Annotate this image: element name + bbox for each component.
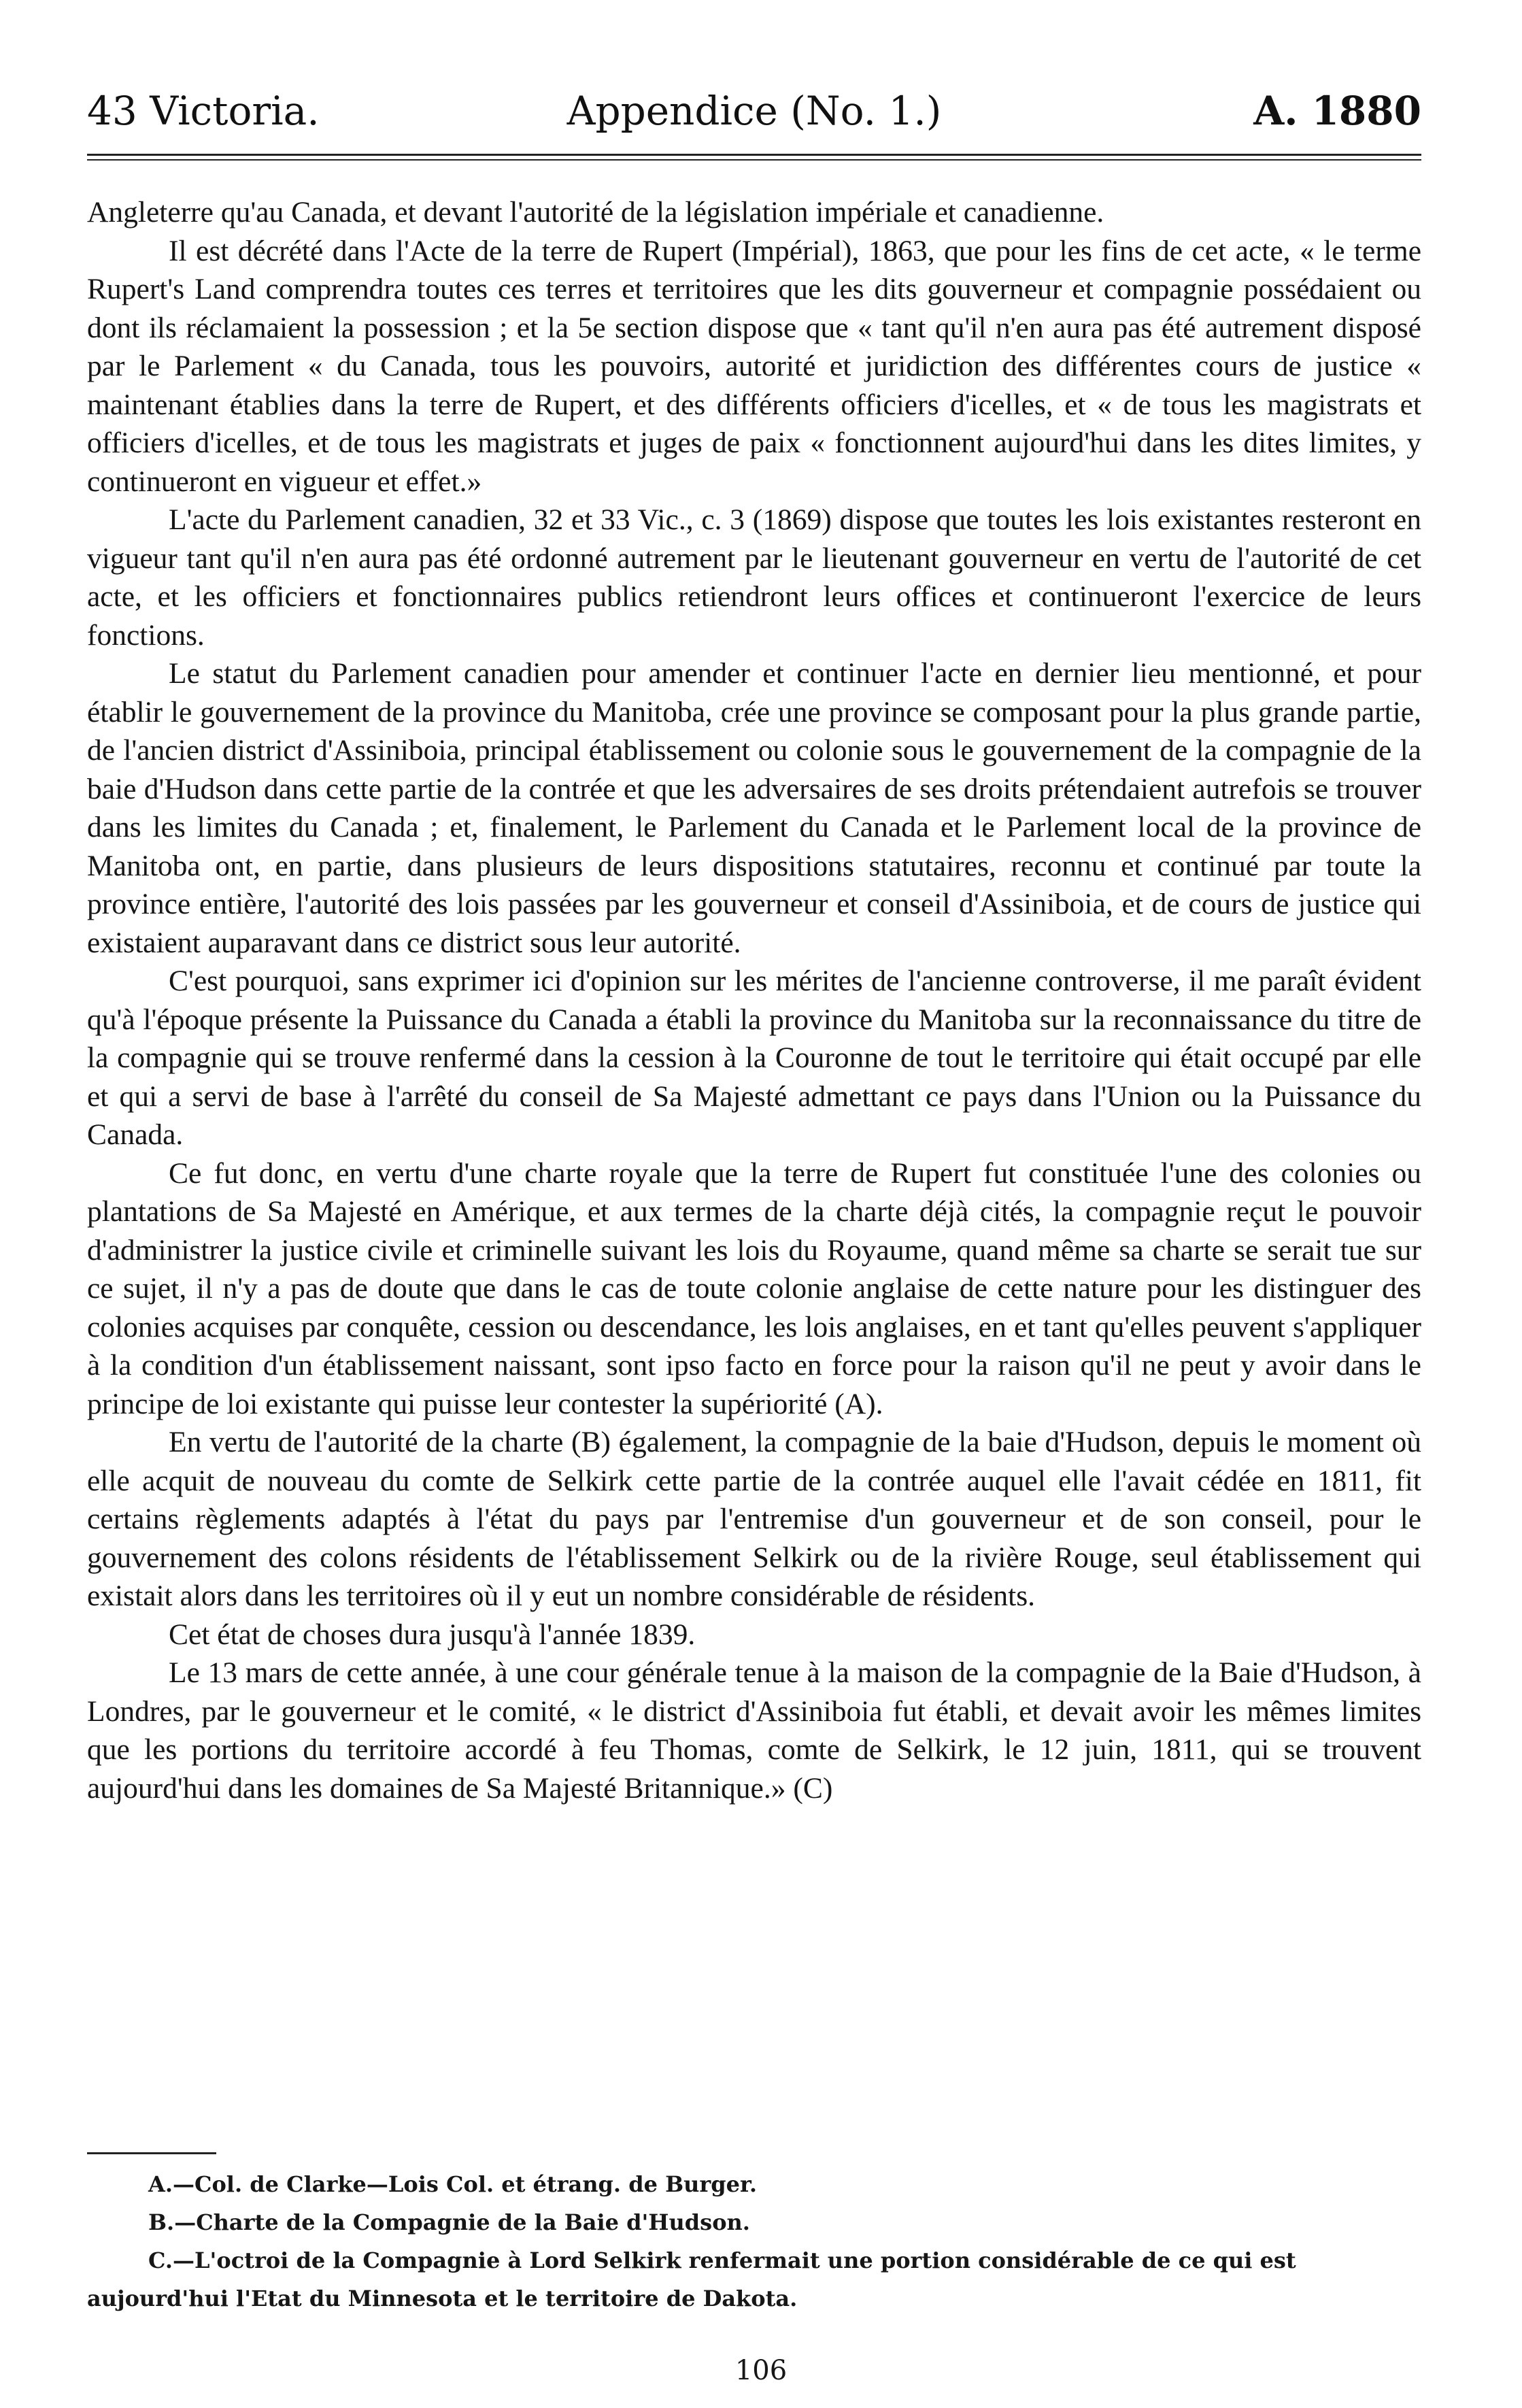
- paragraph: L'acte du Parlement canadien, 32 et 33 Vic., c. 3 (1869) dispose que toutes les lois existantes resteront en vigueur tant qu'il n'en aura pas été ordonné autrement par le lieutenant gouverneur en vertu de l'autorité de cet acte, et les officiers et fonctionnaires publics retiendront leurs offices et continueront l'exercice de leurs fonctions.: [87, 503, 1421, 652]
- header-rule: [87, 154, 1421, 161]
- footnote: B.—Charte de la Compagnie de la Baie d'Hudson.: [148, 2209, 750, 2235]
- paragraph: Angleterre qu'au Canada, et devant l'autorité de la législation impériale et canadienne.: [87, 196, 1104, 229]
- body-text: [87, 193, 1421, 2152]
- header-year: A. 1880: [1253, 88, 1421, 134]
- paragraph: En vertu de l'autorité de la charte (B) également, la compagnie de la baie d'Hudson, depuis le moment où elle acquit de nouveau du comte de Selkirk cette partie de la contrée auquel elle l'avait cédée en 1811, fit certains règlements adaptés à l'état du pays par l'entremise d'un gouverneur et de son conseil, pour le gouvernement des colons résidents de l'établissement Selkirk ou de la rivière Rouge, seul établissement qui existait alors dans les territoires où il y eut un nombre considérable de résidents.: [87, 1426, 1421, 1612]
- header-appendix: Appendice (No. 1.): [566, 88, 942, 134]
- paragraph: Ce fut donc, en vertu d'une charte royale que la terre de Rupert fut constituée l'une des colonies ou plantations de Sa Majesté en Amérique, et aux termes de la charte déjà cités, la compagnie reçut le pouvoir d'administrer la justice civile et criminelle suivant les lois du Royaume, quand même sa charte se serait tue sur ce sujet, il n'y a pas de doute que dans le cas de toute colonie anglaise de cette nature pour les distinguer des colonies acquises par conquête, cession ou descendance, les lois anglaises, en et tant qu'elles peuvent s'appliquer à la condition d'un établissement naissant, sont ipso facto en force pour la raison qu'il ne peut y avoir dans le principe de loi existante qui puisse leur contester la supériorité (A).: [87, 1156, 1421, 1420]
- paragraph: C'est pourquoi, sans exprimer ici d'opinion sur les mérites de l'ancienne controverse, il me paraît évident qu'à l'époque présente la Puissance du Canada a établi la province du Manitoba sur la reconnaissance du titre de la compagnie qui se trouve renfermé dans la cession à la Couronne de tout le territoire qui était occupé par elle et qui a servi de base à l'arrêté du conseil de Sa Majesté admettant ce pays dans l'Union ou la Puissance du Canada.: [87, 965, 1421, 1151]
- paragraph: Le 13 mars de cette année, à une cour générale tenue à la maison de la compagnie de la Baie d'Hudson, à Londres, par le gouverneur et le comité, « le district d'Assiniboia fut établi, et devait avoir les mêmes limites que les portions du territoire accordé à feu Thomas, comte de Selkirk, le 12 juin, 1811, qui se trouvent aujourd'hui dans les domaines de Sa Majesté Britannique.» (C): [87, 1656, 1421, 1805]
- footnote: C.—L'octroi de la Compagnie à Lord Selkirk renfermait une portion considérable de ce qui est aujourd'hui l'Etat du Minnesota et le territoire de Dakota.: [87, 2247, 1296, 2311]
- running-header: [87, 80, 1421, 141]
- footnotes: [87, 2152, 1421, 2318]
- header-session: 43 Victoria.: [87, 88, 320, 134]
- footnote: A.—Col. de Clarke—Lois Col. et étrang. de Burger.: [148, 2171, 758, 2197]
- page-number: 106: [734, 2355, 788, 2386]
- footnote-rule: [87, 2152, 216, 2154]
- paragraph: Il est décrété dans l'Acte de la terre de Rupert (Impérial), 1863, que pour les fins de cet acte, « le terme Rupert's Land comprendra toutes ces terres et territoires que les dits gouverneur et compagnie possédaient ou dont ils réclamaient la possession ; et la 5e section dispose que « tant qu'il n'en aura pas été autrement disposé par le Parlement « du Canada, tous les pouvoirs, autorité et juridiction des différentes cours de justice « maintenant établies dans la terre de Rupert, et des différents officiers d'icelles, et « de tous les magistrats et officiers d'icelles, et de tous les magistrats et juges de paix « fonctionnent aujourd'hui dans les dites limites, y continueront en vigueur et effet.»: [87, 234, 1421, 498]
- paragraph: Cet état de choses dura jusqu'à l'année 1839.: [169, 1618, 696, 1651]
- paragraph: Le statut du Parlement canadien pour amender et continuer l'acte en dernier lieu mentionné, et pour établir le gouvernement de la province du Manitoba, crée une province se composant pour la plus grande partie, de l'ancien district d'Assiniboia, principal établissement ou colonie sous le gouvernement de la compagnie de la baie d'Hudson dans cette partie de la contrée et que les adversaires de ses droits prétendaient autrefois se trouver dans les limites du Canada ; et, finalement, le Parlement du Canada et le Parlement local de la province de Manitoba ont, en partie, dans plusieurs de leurs dispositions statutaires, reconnu et continué par toute la province entière, l'autorité des lois passées par les gouverneur et conseil d'Assiniboia, et de cours de justice qui existaient auparavant dans ce district sous leur autorité.: [87, 657, 1421, 959]
